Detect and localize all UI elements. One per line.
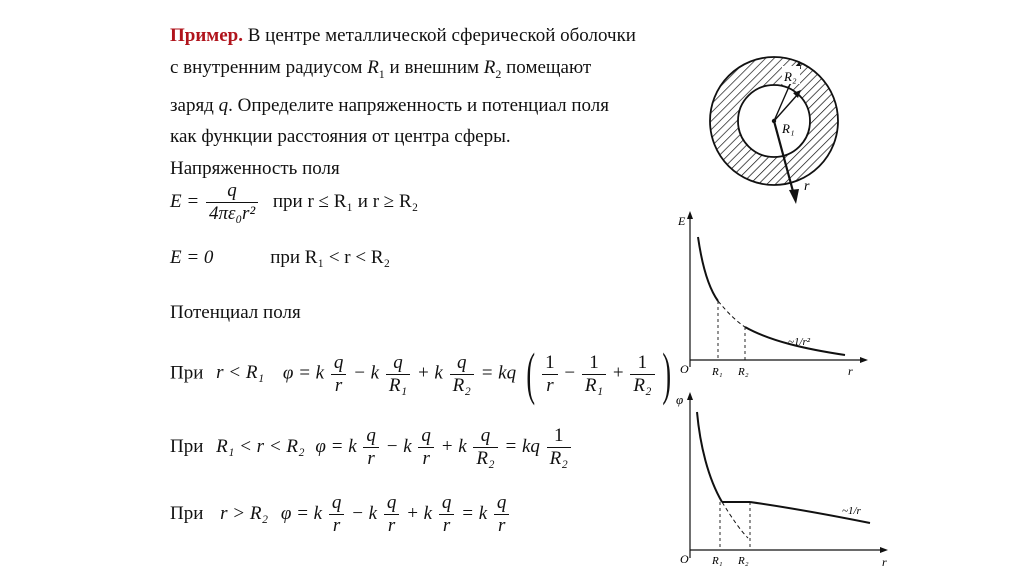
e-tick-R2: R₂ [738, 366, 749, 378]
potential-case-3: При r > R₂ φ = k $\frac{q}{r}$ − k $\frac{q}{r}$ + k $\frac{q}{r}$ = k $\frac{q}{r}$ [170, 492, 511, 537]
phi-curve-inner [697, 412, 722, 502]
spherical-shell-diagram [700, 30, 860, 210]
statement-line-4: как функции расстояния от центра сферы. [170, 126, 511, 148]
phi-tick-R2: R₂ [738, 555, 749, 567]
e-curve-inner [698, 237, 718, 301]
field-heading: Напряженность поля [170, 157, 340, 179]
e-curve-label: ~1/r² [788, 336, 811, 348]
example-label: Пример. [170, 25, 243, 46]
field-formula-outside: E = $\frac{q}{\text{4πε₀r²}}$ при r ≤ R₁ и r ≥ R₂ [170, 180, 419, 224]
statement-line-3: заряд q. Определите напряженность и потенциал поля [170, 94, 609, 116]
potential-heading: Потенциал поля [170, 302, 301, 323]
potential-case-1: При r < R₁ φ = k $\frac{q}{r}$ − k $\frac{q}{\text{R₁}}$ + k $\frac{q}{\text{R₂}}$ = kq ( $\frac{1}{r}$ − $\frac{1}{\text{R₁}}$ + $\frac{1}{\text{R₂}}$ ) [170, 341, 671, 406]
field-formula-inside: E = 0 при R₁ < r < R₂ [170, 247, 391, 268]
e-x-label: r [848, 364, 853, 378]
phi-curve-label: ~1/r [842, 505, 861, 517]
graph-field-strength [670, 205, 880, 385]
phi-origin: O [680, 552, 689, 566]
field-condition-inside: при R₁ < r < R₂ [270, 247, 391, 268]
problem-statement [170, 20, 710, 184]
e-curve-dashed [718, 301, 745, 327]
e-tick-R1: R₁ [712, 366, 723, 378]
graph-potential [670, 390, 900, 570]
phi-curve-dashed [722, 502, 748, 538]
statement-line-2: с внутренним радиусом $R_1$ и внешним $R_2$ помещают [170, 56, 592, 81]
field-condition-outside: при r ≤ R₁ и r ≥ R₂ [272, 190, 419, 212]
phi-x-label: r [882, 555, 887, 569]
label-R1: R₁ [782, 121, 795, 136]
phi-tick-R1: R₁ [712, 555, 723, 567]
label-R2: R₂ [784, 69, 797, 84]
e-origin: O [680, 362, 689, 376]
fraction-q-over-4pi: $\frac{q}{\text{4πε₀r²}}$ [206, 180, 258, 225]
statement-line-1: Пример. В центре металлической сферической оболочки [170, 25, 636, 46]
label-r-vector: r [804, 179, 810, 194]
e-y-label: E [678, 214, 686, 228]
potential-case-2: При R₁ < r < R₂ φ = k $\frac{q}{r}$ − k $\frac{q}{r}$ + k $\frac{q}{\text{R₂}}$ = kq $\frac{1}{\text{R₂}}$ [170, 425, 573, 470]
phi-y-label: φ [676, 392, 684, 407]
